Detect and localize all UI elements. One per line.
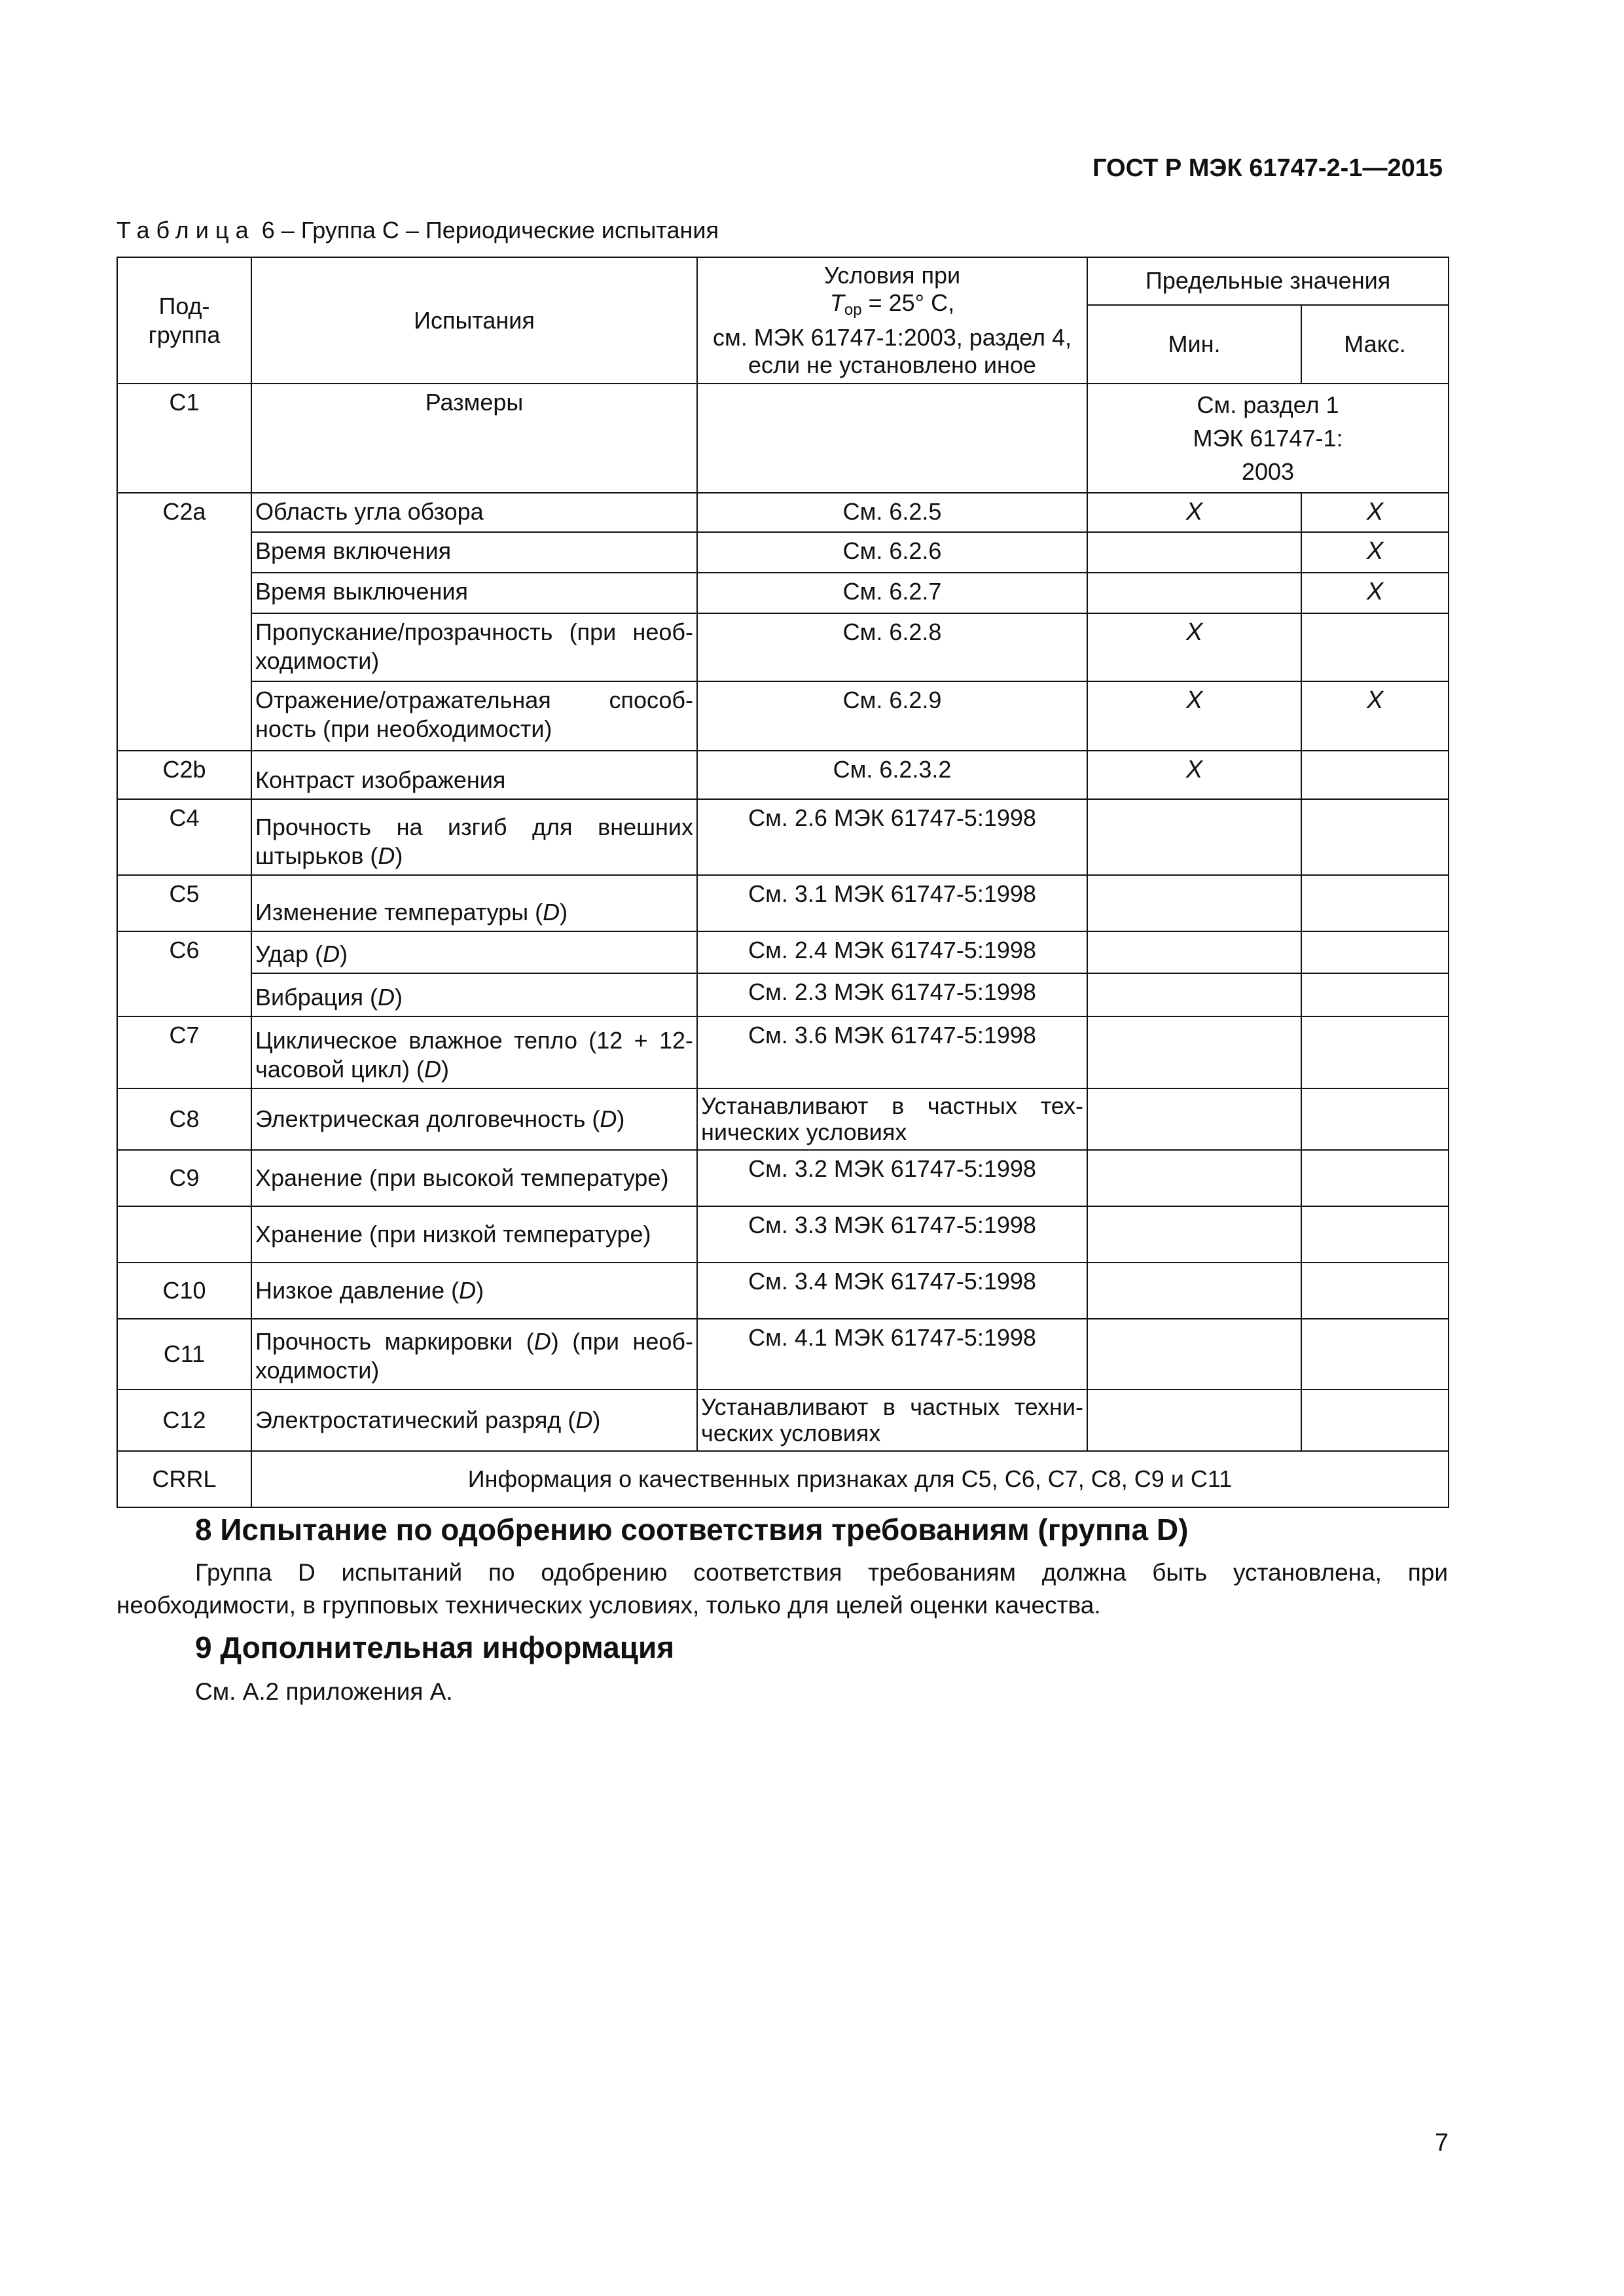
cell-max bbox=[1301, 1263, 1449, 1319]
cell-conditions: См. 3.4 МЭК 61747-5:1998 bbox=[697, 1263, 1087, 1319]
header-conditions-line4: если не установлено иное bbox=[748, 351, 1036, 378]
table-row bbox=[117, 1150, 1449, 1206]
cell-test: Прочность на изгиб для внешних штырьков (D) bbox=[251, 799, 697, 875]
cell-conditions: См. 3.3 МЭК 61747-5:1998 bbox=[697, 1206, 1087, 1263]
cell-conditions: См. 3.2 МЭК 61747-5:1998 bbox=[697, 1150, 1087, 1206]
header-conditions-line3: см. МЭК 61747-1:2003, раздел 4, bbox=[712, 324, 1072, 351]
cell-min bbox=[1087, 1088, 1301, 1150]
cell-max: X bbox=[1301, 532, 1449, 573]
section-9-heading: 9 Дополнительная информация bbox=[195, 1630, 675, 1664]
cell-test: Пропускание/прозрачность (при необ- ходимости) bbox=[251, 613, 697, 681]
cell-conditions: См. 3.6 МЭК 61747-5:1998 bbox=[697, 1016, 1087, 1088]
cell-conditions: См. 2.3 МЭК 61747-5:1998 bbox=[697, 973, 1087, 1016]
cell-min: X bbox=[1087, 493, 1301, 532]
cell-max bbox=[1301, 1088, 1449, 1150]
cell-max bbox=[1301, 1150, 1449, 1206]
cell-min bbox=[1087, 1150, 1301, 1206]
cell-min bbox=[1087, 799, 1301, 875]
cell-conditions: См. 3.1 МЭК 61747-5:1998 bbox=[697, 875, 1087, 931]
header-conditions-line1: Условия при bbox=[823, 262, 961, 289]
section-9-text: См. А.2 приложения А. bbox=[195, 1678, 453, 1705]
cell-test: Низкое давление (D) bbox=[251, 1263, 697, 1319]
cell-group: С1 bbox=[117, 384, 251, 493]
header-tests: Испытания bbox=[251, 257, 697, 384]
cell-max bbox=[1301, 973, 1449, 1016]
cell-min: X bbox=[1087, 613, 1301, 681]
table-row bbox=[117, 613, 1449, 681]
cell-min bbox=[1087, 931, 1301, 973]
cell-group: CRRL bbox=[117, 1451, 251, 1507]
table-row bbox=[117, 573, 1449, 613]
table-row bbox=[117, 493, 1449, 532]
table-row bbox=[117, 875, 1449, 931]
cell-group: С4 bbox=[117, 799, 251, 875]
cell-max bbox=[1301, 1016, 1449, 1088]
cell-group: С10 bbox=[117, 1263, 251, 1319]
cell-group: С9 bbox=[117, 1150, 251, 1206]
cell-min bbox=[1087, 973, 1301, 1016]
cell-max bbox=[1301, 931, 1449, 973]
table-row bbox=[117, 751, 1449, 799]
cell-test: Хранение (при низкой температуре) bbox=[251, 1206, 697, 1263]
header-conditions bbox=[697, 257, 1087, 384]
cell-test: Контраст изображения bbox=[251, 751, 697, 799]
cell-test: Время выключения bbox=[251, 573, 697, 613]
table-row bbox=[117, 532, 1449, 573]
periodic-tests-table bbox=[117, 257, 1449, 1508]
cell-max: X bbox=[1301, 493, 1449, 532]
cell-test: Вибрация (D) bbox=[251, 973, 697, 1016]
cell-test: Размеры bbox=[251, 384, 697, 493]
cell-conditions: См. 6.2.8 bbox=[697, 613, 1087, 681]
header-max: Макс. bbox=[1301, 305, 1449, 384]
table-row bbox=[117, 1390, 1449, 1451]
header-min: Мин. bbox=[1087, 305, 1301, 384]
table-row bbox=[117, 681, 1449, 751]
cell-group: С11 bbox=[117, 1319, 251, 1390]
cell-test: Прочность маркировки (D) (при необ- ходимости) bbox=[251, 1319, 697, 1390]
cell-conditions: См. 6.2.6 bbox=[697, 532, 1087, 573]
cell-min bbox=[1087, 1319, 1301, 1390]
table-caption bbox=[117, 217, 719, 244]
cell-max bbox=[1301, 1206, 1449, 1263]
page-number: 7 bbox=[1434, 2129, 1449, 2157]
header-subgroup: Под- группа bbox=[117, 257, 251, 384]
cell-min bbox=[1087, 1263, 1301, 1319]
table-row bbox=[117, 931, 1449, 973]
cell-min bbox=[1087, 1016, 1301, 1088]
cell-conditions: Устанавливают в частных техни- ческих условиях bbox=[697, 1390, 1087, 1451]
cell-conditions bbox=[697, 384, 1087, 493]
cell-conditions: См. 6.2.9 bbox=[697, 681, 1087, 751]
header-conditions-line2: $T_{op} = 25^\circ$ С, bbox=[829, 289, 955, 319]
cell-max bbox=[1301, 799, 1449, 875]
cell-test: Электрическая долговечность (D) bbox=[251, 1088, 697, 1150]
table-row bbox=[117, 1016, 1449, 1088]
cell-group: С2b bbox=[117, 751, 251, 799]
cell-max bbox=[1301, 1319, 1449, 1390]
table-header-row bbox=[117, 257, 1449, 305]
cell-max: X bbox=[1301, 681, 1449, 751]
cell-group: С8 bbox=[117, 1088, 251, 1150]
section-8-heading: 8 Испытание по одобрению соответствия требованиям (группа D) bbox=[195, 1513, 1189, 1547]
header-limits: Предельные значения bbox=[1087, 257, 1449, 305]
table-row bbox=[117, 1451, 1449, 1507]
cell-group: С6 bbox=[117, 931, 251, 1016]
document-code: ГОСТ Р МЭК 61747-2-1—2015 bbox=[1092, 154, 1443, 182]
table-row bbox=[117, 973, 1449, 1016]
table-row bbox=[117, 1088, 1449, 1150]
cell-max bbox=[1301, 875, 1449, 931]
cell-conditions: См. 6.2.5 bbox=[697, 493, 1087, 532]
table-row bbox=[117, 799, 1449, 875]
cell-min bbox=[1087, 532, 1301, 573]
cell-test: Электростатический разряд (D) bbox=[251, 1390, 697, 1451]
cell-conditions: Устанавливают в частных тех- нических условиях bbox=[697, 1088, 1087, 1150]
cell-conditions: См. 4.1 МЭК 61747-5:1998 bbox=[697, 1319, 1087, 1390]
table-caption-text: 6 – Группа С – Периодические испытания bbox=[255, 217, 719, 243]
cell-max bbox=[1301, 1390, 1449, 1451]
cell-min bbox=[1087, 875, 1301, 931]
table-row bbox=[117, 1206, 1449, 1263]
table-row bbox=[117, 1263, 1449, 1319]
cell-min bbox=[1087, 1390, 1301, 1451]
cell-min bbox=[1087, 1206, 1301, 1263]
cell-test: Циклическое влажное тепло (12 + 12- часовой цикл) (D) bbox=[251, 1016, 697, 1088]
cell-max bbox=[1301, 613, 1449, 681]
cell-conditions: См. 6.2.3.2 bbox=[697, 751, 1087, 799]
cell-test: Удар (D) bbox=[251, 931, 697, 973]
cell-min: X bbox=[1087, 681, 1301, 751]
cell-conditions: См. 2.4 МЭК 61747-5:1998 bbox=[697, 931, 1087, 973]
cell-limits: См. раздел 1 МЭК 61747-1: 2003 bbox=[1087, 384, 1449, 493]
section-8-paragraph: Группа D испытаний по одобрению соответствия требованиям должна быть установлена, при необходимости, в групповых технических условиях, только для целей оценки качества. bbox=[117, 1559, 1448, 1619]
cell-test: Время включения bbox=[251, 532, 697, 573]
cell-group: С2а bbox=[117, 493, 251, 751]
table-row bbox=[117, 384, 1449, 493]
cell-conditions: См. 6.2.7 bbox=[697, 573, 1087, 613]
cell-min: X bbox=[1087, 751, 1301, 799]
cell-max: X bbox=[1301, 573, 1449, 613]
cell-group bbox=[117, 1206, 251, 1263]
cell-min bbox=[1087, 573, 1301, 613]
cell-test: Изменение температуры (D) bbox=[251, 875, 697, 931]
cell-group: С7 bbox=[117, 1016, 251, 1088]
cell-test: Область угла обзора bbox=[251, 493, 697, 532]
table-row bbox=[117, 1319, 1449, 1390]
cell-info: Информация о качественных признаках для С5, С6, С7, С8, С9 и С11 bbox=[251, 1451, 1449, 1507]
table-caption-label: Таблица bbox=[117, 217, 255, 243]
cell-test: Отражение/отражательная способ- ность (при необходимости) bbox=[251, 681, 697, 751]
cell-group: С12 bbox=[117, 1390, 251, 1451]
cell-conditions: См. 2.6 МЭК 61747-5:1998 bbox=[697, 799, 1087, 875]
cell-max bbox=[1301, 751, 1449, 799]
cell-group: С5 bbox=[117, 875, 251, 931]
cell-test: Хранение (при высокой температуре) bbox=[251, 1150, 697, 1206]
